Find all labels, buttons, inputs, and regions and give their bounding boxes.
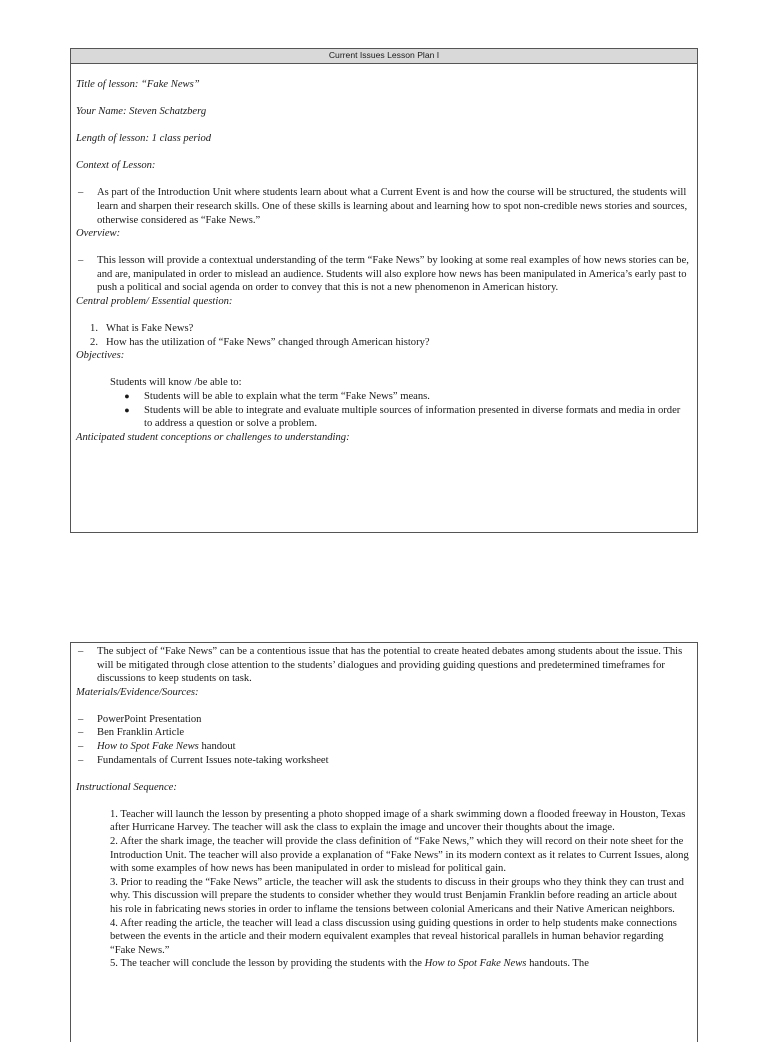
instructional-label: Instructional Sequence: bbox=[76, 781, 177, 793]
central-question-label: Central problem/ Essential question: bbox=[76, 296, 233, 308]
lesson-plan-page-2 bbox=[70, 642, 698, 1042]
context-label: Context of Lesson: bbox=[76, 160, 156, 172]
lesson-title: Title of lesson: “Fake News” bbox=[76, 79, 200, 90]
bullet-icon: ● bbox=[124, 404, 130, 415]
list-item: – Ben Franklin Article bbox=[78, 727, 185, 739]
instruction-step: 3. Prior to reading the “Fake News” article, the teacher will ask the students to discuss in their groups who they think they can trust and why. This discussion will prepare the students to consider whether they would trust Benjamin Franklin before reading an article about his role in fabricating news stories in order to inflame the tensions between colonial Americans and their Native American neighbors. bbox=[110, 876, 684, 915]
instruction-step: 5. The teacher will conclude the lesson by providing the students with the How to Spot Fake News handouts. The bbox=[110, 958, 589, 970]
overview-text: This lesson will provide a contextual understanding of the term “Fake News” by looking at some real examples of how news stories can be, and are, manipulated in order to mislead an audience. Students will also explore how news has been manipulated in America’s early past to push a political and social agenda on order to convey that this is not a new phenomenon in American history. bbox=[97, 255, 689, 294]
instruction-step: 4. After reading the article, the teacher will lead a class discussion using guiding questions in order to help students make connections between the events in the article and their modern equivalent examples that reveal historical parallels in human behavior regarding “Fake News.” bbox=[110, 917, 677, 956]
context-text: As part of the Introduction Unit where students learn about what a Current Event is and how the course will be structured, the students will learn and sharpen their research skills. One of these skills is learning about and learning how to spot non-credible news stories and sources, otherwise considered as “Fake News.” bbox=[97, 187, 688, 226]
materials-list bbox=[76, 713, 691, 767]
central-question-list bbox=[76, 322, 691, 349]
instruction-step: 2. After the shark image, the teacher will provide the class definition of “Fake News,” which they will record on their note sheet for the Introduction Unit. The teacher will also provide a explanation of “Fake News” in its modern context as it relates to Current Issues, along with some examples of how news has been manipulated in order to mislead for political gain. bbox=[110, 836, 689, 875]
list-item: – PowerPoint Presentation bbox=[78, 713, 202, 725]
list-item: 1. What is Fake News? bbox=[90, 323, 194, 335]
list-item: 2. How has the utilization of “Fake News” changed through American history? bbox=[90, 336, 430, 348]
overview-label: Overview: bbox=[76, 228, 121, 240]
overview-item bbox=[76, 254, 691, 295]
context-item bbox=[76, 186, 691, 227]
anticipated-text: The subject of “Fake News” can be a contentious issue that has the potential to create heated debates among students about the issue. This will be mitigated through close attention to the students’ dialogues and providing guiding questions and predetermined timeframes for discussions to keep students on task. bbox=[97, 646, 683, 685]
author-name: Your Name: Steven Schatzberg bbox=[76, 106, 207, 118]
dash-marker: – bbox=[78, 187, 84, 199]
objectives-list bbox=[110, 390, 691, 431]
lesson-length: Length of lesson: 1 class period bbox=[76, 133, 212, 145]
dash-marker: – bbox=[78, 646, 84, 657]
list-item: – How to Spot Fake News handout bbox=[78, 741, 236, 753]
page-header: Current Issues Lesson Plan I bbox=[71, 49, 697, 64]
list-item: – Fundamentals of Current Issues note-taking worksheet bbox=[78, 754, 329, 766]
objectives-label: Objectives: bbox=[76, 350, 125, 362]
instruction-step: 1. Teacher will launch the lesson by presenting a photo shopped image of a shark swimming down a flooded freeway in Houston, Texas after Hurricane Harvey. The teacher will ask the class to explain the image and uncover their thoughts about the image. bbox=[110, 808, 686, 834]
anticipated-label: Anticipated student conceptions or challenges to understanding: bbox=[76, 431, 350, 443]
objectives-intro: Students will know /be able to: bbox=[110, 377, 242, 389]
dash-marker: – bbox=[78, 255, 84, 267]
list-item: ● Students will be able to integrate and evaluate multiple sources of information presented in diverse formats and media in order to address a question or solve a problem. bbox=[110, 404, 691, 431]
bullet-icon: ● bbox=[124, 391, 130, 401]
instructional-sequence bbox=[110, 808, 691, 971]
lesson-plan-page-1 bbox=[70, 48, 698, 533]
anticipated-item bbox=[76, 645, 691, 686]
list-item: ● Students will be able to explain what the term “Fake News” means. bbox=[110, 390, 691, 404]
materials-label: Materials/Evidence/Sources: bbox=[76, 686, 199, 698]
